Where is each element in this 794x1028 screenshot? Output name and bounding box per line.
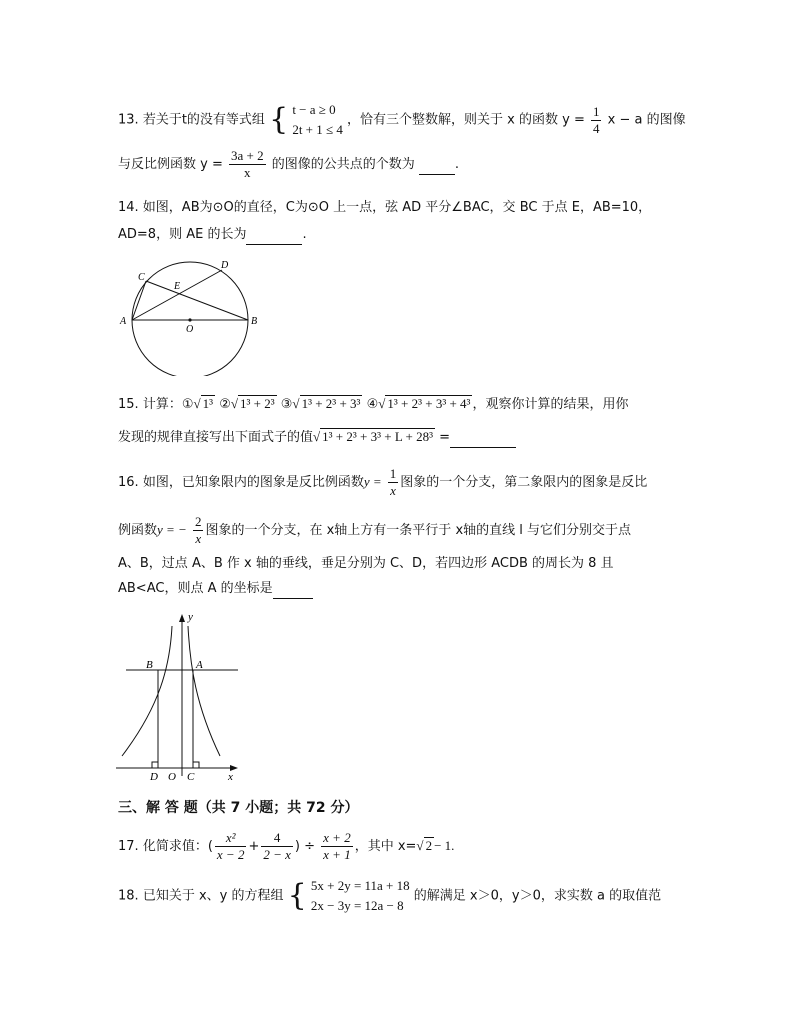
q13-text-mid: ，恰有三个整数解，则关于 x 的函数 y = (347, 112, 585, 128)
y-axis-arrow (179, 614, 185, 622)
q16-fraction2 (193, 514, 204, 547)
q15-line1 (118, 395, 628, 414)
q14-line2-pre: AD=8，则 AE 的长为 (118, 227, 247, 242)
q18-pre: 已知关于 x、y 的方程组 (142, 888, 284, 904)
q13-line2 (118, 148, 459, 181)
q15-mark2: ② (219, 397, 231, 412)
q15-root5: √ 1³ + 2³ + 3³ + L + 28³ (313, 429, 434, 444)
q16-f2-den: x (195, 531, 202, 546)
q16-fraction1 (388, 466, 399, 499)
chord-ac (132, 281, 146, 320)
q17-f1-den: x − 2 (216, 847, 245, 862)
q17-pre: 化简求值：( (142, 839, 213, 854)
label-b: B (146, 659, 153, 671)
label-b: B (251, 316, 258, 327)
q15-line2-pre: 发现的规律直接写出下面式子的值 (118, 430, 314, 445)
label-e: E (174, 281, 181, 292)
q18-number: 18. (118, 888, 139, 904)
q16-f1-num: 1 (389, 466, 397, 481)
label-o: O (168, 771, 176, 782)
q15-post: ，观察你计算的结果，用你 (472, 397, 629, 412)
q13-line1 (118, 100, 686, 140)
q15-root4: √ 1³ + 2³ + 3³ + 4³ (378, 396, 471, 411)
q16-line2 (118, 514, 631, 547)
q16-answer-blank[interactable] (273, 580, 313, 599)
chord-ad (132, 270, 222, 320)
q13-frac-den: 4 (592, 120, 600, 136)
q15-answer-blank[interactable] (450, 429, 516, 448)
q16-pre: 如图，已知象限内的图象是反比例函数 (142, 475, 364, 490)
q18-eq-2: 2x − 3y = 12a − 8 (310, 898, 404, 913)
label-d: D (221, 260, 229, 271)
label-c: C (187, 771, 195, 782)
q13-frac2-num: 3a + 2 (231, 148, 264, 163)
q13-end: . (454, 157, 460, 172)
right-angle-c (193, 762, 199, 768)
label-o: O (186, 324, 194, 335)
q17-f3-num: x + 2 (323, 830, 351, 845)
q17-number: 17. (118, 839, 139, 854)
q17-tail: − 1. (434, 838, 455, 853)
brace-icon: { (269, 102, 289, 137)
q16-post1: 图象的一个分支，第二象限内的图象是反比 (400, 475, 648, 490)
q15-mark4: ④ (366, 397, 379, 412)
q17-post: ，其中 x= (354, 839, 417, 854)
section-title: 三、解 答 题（共 7 小题；共 72 分） (118, 800, 359, 816)
q15-number: 15. (118, 397, 139, 412)
right-angle-d (152, 762, 158, 768)
q17-fraction3 (321, 830, 353, 863)
label-c: C (138, 272, 145, 283)
q13-ineq-1: t − a ≥ 0 (292, 102, 336, 117)
q14-line2 (118, 226, 307, 245)
q14-end: . (302, 227, 307, 242)
q14-line1: 14. 如图，AB为⊙O的直径，C为⊙O 上一点，弦 AD 平分∠BAC，交 BC 于点 E，AB=10， (118, 200, 652, 215)
brace-icon: { (287, 878, 307, 913)
q13-frac-num: 1 (592, 103, 600, 119)
q15-mark1: ① (181, 397, 194, 412)
q17-fraction1 (215, 830, 247, 863)
q18-eq-1: 5x + 2y = 11a + 18 (310, 878, 410, 893)
q15-mark3: ③ (280, 397, 293, 412)
q16-y1: y = (363, 474, 382, 489)
q17-f1-num: x² (215, 830, 247, 847)
q18-post: 的解满足 x＞0，y＞0，求实数 a 的取值范 (413, 888, 662, 904)
q17-f2-den: 2 − x (263, 847, 291, 862)
q15-root3: √ 1³ + 2³ + 3³ (292, 396, 361, 411)
q16-line3: A、B，过点 A、B 作 x 轴的垂线，垂足分别为 C、D，若四边形 ACDB 的周长为 8 且 (118, 556, 614, 571)
label-d: D (150, 771, 158, 782)
q13-fraction2 (229, 148, 266, 181)
center-dot (188, 318, 191, 321)
q13-ineq-2: 2t + 1 ≤ 4 (292, 122, 343, 137)
branch-left (122, 626, 172, 756)
q13-fraction (591, 104, 602, 137)
q13-line2-post: 的图像的公共点的个数为 (271, 157, 415, 172)
q17-line (118, 830, 454, 863)
q16-f1-den: x (390, 483, 396, 498)
q16-line1 (118, 466, 647, 499)
q17-f3-den: x + 1 (323, 847, 351, 862)
label-x: x (228, 771, 233, 782)
q16-line2-post: 图象的一个分支，在 x轴上方有一条平行于 x轴的直线 l 与它们分别交于点 (205, 523, 632, 538)
q15-pre: 计算： (142, 397, 182, 412)
q16-y2: y = − (157, 522, 187, 537)
label-y: y (188, 611, 193, 623)
q13-answer-blank[interactable] (419, 156, 455, 175)
q17-f2-num: 4 (261, 830, 293, 847)
q13-text-pre: 若关于t的没有等式组 (142, 112, 265, 128)
q16-f2-num: 2 (194, 514, 202, 529)
label-a: A (196, 659, 203, 671)
q17-fraction2 (261, 830, 293, 863)
q15-eq: = (439, 430, 451, 445)
label-a: A (120, 316, 127, 327)
q13-line2-pre: 与反比例函数 y = (118, 157, 223, 172)
q16-line4 (118, 580, 313, 599)
q13-frac2-den: x (244, 165, 251, 180)
q13-inequality-system (292, 100, 343, 140)
q15-line2 (118, 428, 516, 448)
chord-bc (146, 281, 248, 320)
q16-hyperbola-figure (112, 606, 252, 782)
q15-root1: √ 1³ (193, 396, 214, 411)
q15-root2: √ 1³ + 2³ (230, 396, 275, 411)
q13-number: 13. (118, 112, 139, 128)
q17-close: ) ÷ (294, 839, 316, 854)
q18-line (118, 876, 661, 916)
q16-number: 16. (118, 475, 139, 490)
q17-plus: + (248, 839, 260, 854)
q14-answer-blank[interactable] (246, 226, 302, 245)
q14-circle-figure (118, 256, 268, 376)
q17-root: √ 2 (416, 838, 433, 853)
q13-text-post: x − a 的图像 (607, 112, 686, 128)
q16-line4-text: AB<AC，则点 A 的坐标是 (118, 581, 273, 596)
q16-line2-pre: 例函数 (118, 523, 158, 538)
q18-equation-system (311, 876, 410, 916)
